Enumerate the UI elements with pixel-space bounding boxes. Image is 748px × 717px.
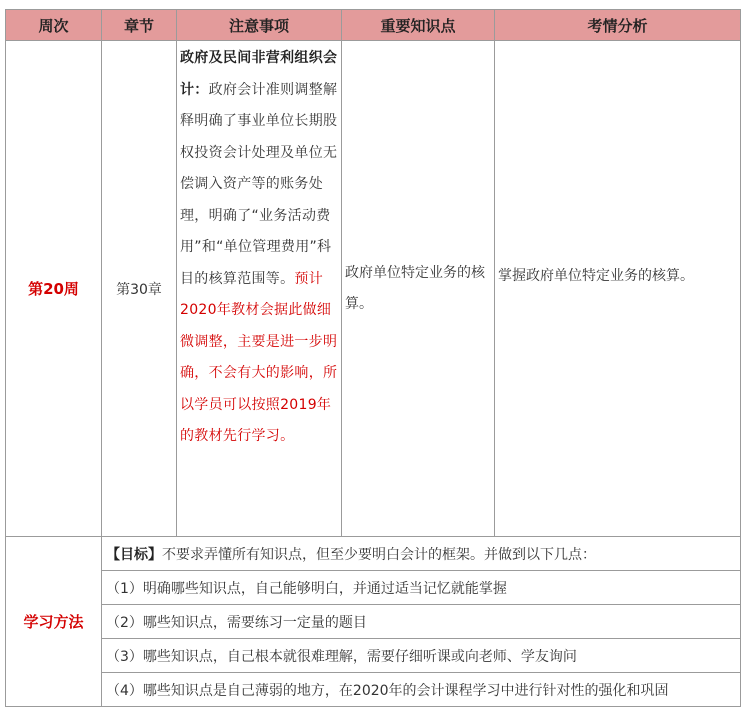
method-goal (102, 537, 741, 571)
notes-highlight: 预计2020年教材会据此做细微调整，主要是进一步明确，不会有大的影响，所以学员可以按照2019年的教材先行学习。 (180, 270, 338, 444)
list-item (6, 605, 741, 639)
list-item (6, 639, 741, 673)
notes-cell (177, 41, 342, 537)
analysis-cell: 掌握政府单位特定业务的核算。 (495, 41, 741, 537)
header-notes: 注意事项 (177, 10, 342, 41)
method-item-3: （3）哪些知识点，自己根本就很难理解，需要仔细听课或向老师、学友询问 (102, 639, 741, 673)
list-item (6, 571, 741, 605)
method-label: 学习方法 (6, 537, 102, 707)
goal-label: 【目标】 (106, 546, 162, 563)
notes-body: 政府会计准则调整解释明确了事业单位长期股权投资会计处理及单位无偿调入资产等的账务处理，明确了“业务活动费用”和“单位管理费用”科目的核算范围等。 (180, 81, 338, 287)
notes-heading: 政府及民间非营利组织会计： (180, 50, 338, 98)
method-item-2: （2）哪些知识点，需要练习一定量的题目 (102, 605, 741, 639)
table-header-row (6, 10, 741, 41)
header-knowledge: 重要知识点 (342, 10, 495, 41)
knowledge-cell: 政府单位特定业务的核算。 (342, 41, 495, 537)
method-goal-row (6, 537, 741, 571)
header-analysis: 考情分析 (495, 10, 741, 41)
chapter-cell: 第30章 (102, 41, 177, 537)
table-row (6, 41, 741, 537)
list-item (6, 673, 741, 707)
method-item-4: （4）哪些知识点是自己薄弱的地方，在2020年的会计课程学习中进行针对性的强化和巩固 (102, 673, 741, 707)
header-chapter: 章节 (102, 10, 177, 41)
goal-text: 不要求弄懂所有知识点，但至少要明白会计的框架。并做到以下几点： (162, 546, 596, 563)
header-week: 周次 (6, 10, 102, 41)
method-item-1: （1）明确哪些知识点，自己能够明白，并通过适当记忆就能掌握 (102, 571, 741, 605)
week-cell: 第20周 (6, 41, 102, 537)
study-plan-table (5, 9, 741, 707)
